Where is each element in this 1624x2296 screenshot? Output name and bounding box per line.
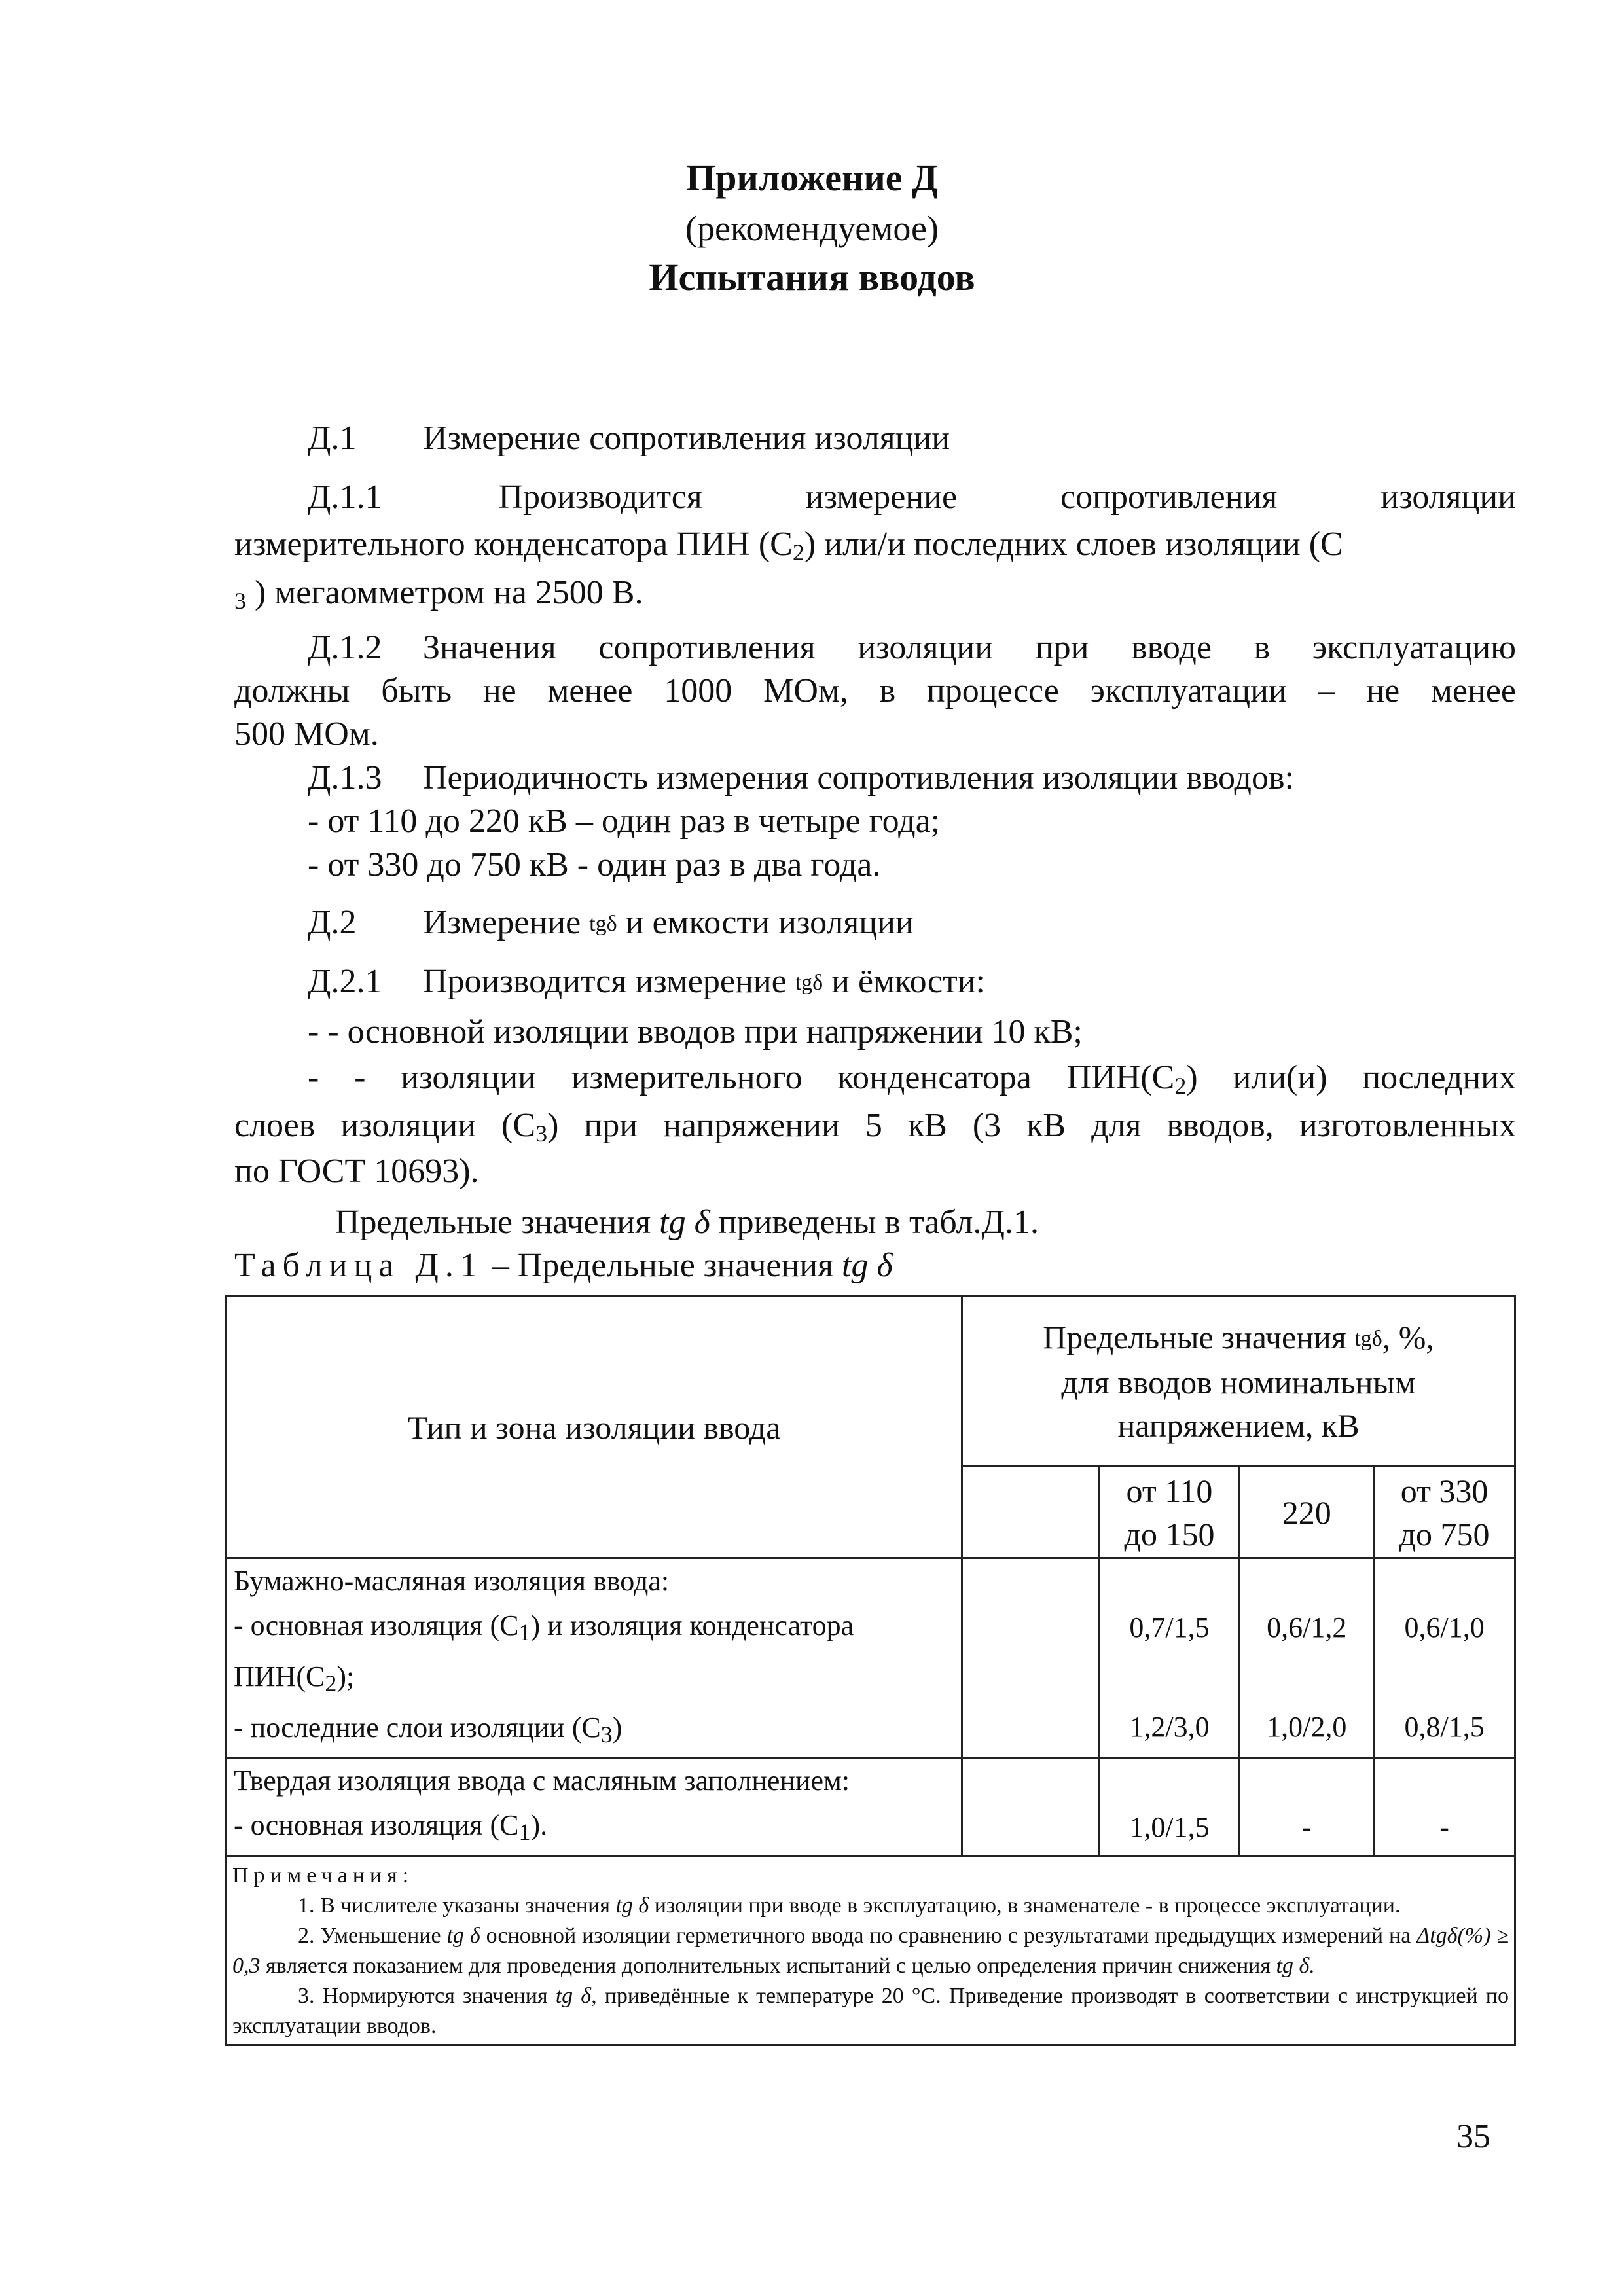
para-d21-line4: по ГОСТ 10693). [234, 1153, 479, 1190]
table-caption-text: – Предельные значения [483, 1247, 842, 1284]
value-cell: 0,6/1,0 0,8/1,5 [1374, 1558, 1515, 1758]
para-number: Д.1.1 [308, 478, 382, 516]
section-title: и емкости изоляции [617, 904, 914, 941]
para-text-word: измерение [805, 478, 958, 516]
notes-header: Примечания: [232, 1863, 414, 1888]
table-header-row [226, 1297, 1515, 1467]
para-number: Д.1.3 [308, 759, 382, 797]
col-header-110-150: от 110 до 150 [1099, 1467, 1240, 1558]
table-caption-label: Таблица Д.1 [234, 1247, 484, 1284]
para-d13-line1 [308, 757, 1294, 799]
note-2: 2. Уменьшение tg δ основной изоляции герметичного ввода по сравнению с результатами предыдущих измерений на Δtgδ(%) ≥ 0,3 является показанием для проведения дополнительных испытаний с целью определения причин снижения tg δ. [232, 1924, 1509, 1978]
list-item: - от 330 до 750 кВ - один раз в два года. [308, 846, 881, 884]
table-notes-row [226, 1856, 1515, 2045]
para-d11-line1 [308, 476, 1516, 518]
para-d11-line2 [234, 524, 1516, 573]
para-text: измерительного конденсатора ПИН $(С_2)$ или/и последних слоев изоляции (С [234, 526, 1343, 565]
para-text: Значения сопротивления изоляции при вводе в эксплуатацию [423, 629, 1516, 666]
para-d12-line1 [308, 627, 1516, 669]
empty-cell [962, 1558, 1100, 1758]
appendix-section-title: Испытания вводов [649, 256, 975, 298]
para-d21-line3: слоев изоляции $(С_3)$ при напряжении 5 кВ (3 кВ для вводов, изготовленных [234, 1107, 1516, 1147]
para-text-word: изоляции [1380, 478, 1516, 516]
para-text-word: Производится [498, 478, 702, 516]
appendix-subtitle: (рекомендуемое) [685, 209, 939, 248]
table-row [226, 1558, 1515, 1758]
col-header-330-750: от 330 до 750 [1374, 1467, 1515, 1558]
para-number: Д.2.1 [308, 963, 382, 1000]
empty-cell [962, 1758, 1100, 1856]
tg-delta-symbol: tgδ [589, 912, 617, 936]
value-cell: - [1240, 1758, 1374, 1856]
value-cell: 0,7/1,5 1,2/3,0 [1099, 1558, 1240, 1758]
table-notes [226, 1856, 1515, 2045]
tg-delta-symbol: tgδ [795, 971, 823, 995]
page-number: 35 [1456, 2118, 1490, 2155]
list-item: - от 110 до 220 кВ – один раз в четыре года; [308, 802, 941, 840]
section-title: Измерение [423, 904, 590, 941]
para-text: ) мегаомметром на 2500 В. [255, 574, 643, 611]
table-caption-symbol: tg δ [842, 1247, 893, 1284]
table-row [226, 1758, 1515, 1856]
note-3: 3. Нормируются значения tg δ, приведённые к температуре 20 °С. Приведение производят в соответствии с инструкцией по эксплуатации вводов. [232, 1984, 1509, 2038]
list-item: - - изоляции измерительного конденсатора $ПИН(С_2)$ или(и) последних [308, 1059, 1517, 1099]
section-d1-heading [308, 418, 950, 459]
col-header-group: Предельные значения tgδ, %, для вводов номинальным напряжением, кВ [962, 1297, 1515, 1467]
para-text: Периодичность измерения сопротивления изоляции вводов: [423, 759, 1295, 797]
table-caption [234, 1245, 893, 1287]
section-number: Д.1 [308, 420, 357, 457]
limits-sentence: Предельные значения tg δ приведены в табл.Д.1. [335, 1204, 1039, 1241]
empty-header-cell [962, 1467, 1100, 1558]
row-label-paper-oil: Бумажно-масляная изоляция ввода: - основная изоляция $(С_1)$ и изоляция конденсатора $ПИН(С_2)$; - последние слои изоляции $(С_3)$ [226, 1558, 962, 1758]
limits-table [225, 1295, 1516, 2046]
note-1: 1. В числителе указаны значения tg δ изоляции при вводе в эксплуатацию, в знаменателе - в процессе эксплуатации. [298, 1893, 1401, 1918]
appendix-title: Приложение Д [686, 156, 938, 199]
list-item: - - основной изоляции вводов при напряжении 10 кВ; [308, 1013, 1083, 1050]
para-d11-line3 [234, 572, 643, 622]
para-d12-line2: должны быть не менее 1000 МОм, в процессе эксплуатации – не менее [234, 672, 1516, 709]
para-d12-line3: 500 МОм. [234, 715, 379, 753]
section-title: Измерение сопротивления изоляции [423, 420, 950, 457]
section-d2-heading [308, 902, 914, 945]
col-header-220: 220 [1240, 1467, 1374, 1558]
row-label-solid: Твердая изоляция ввода с масляным заполнением: - основная изоляция $(С_1)$. [226, 1758, 962, 1856]
para-number: Д.1.2 [308, 629, 382, 666]
value-cell: 0,6/1,2 1,0/2,0 [1240, 1558, 1374, 1758]
subscript: 3 [234, 588, 246, 614]
col-header-type: Тип и зона изоляции ввода [226, 1297, 962, 1558]
para-text: и ёмкости: [823, 963, 985, 1000]
value-cell: 1,0/1,5 [1099, 1758, 1240, 1856]
para-d21-line1 [308, 961, 985, 1004]
section-number: Д.2 [308, 904, 357, 941]
para-text-word: сопротивления [1060, 478, 1278, 516]
para-text: Производится измерение [423, 963, 795, 1000]
value-cell: - [1374, 1758, 1515, 1856]
